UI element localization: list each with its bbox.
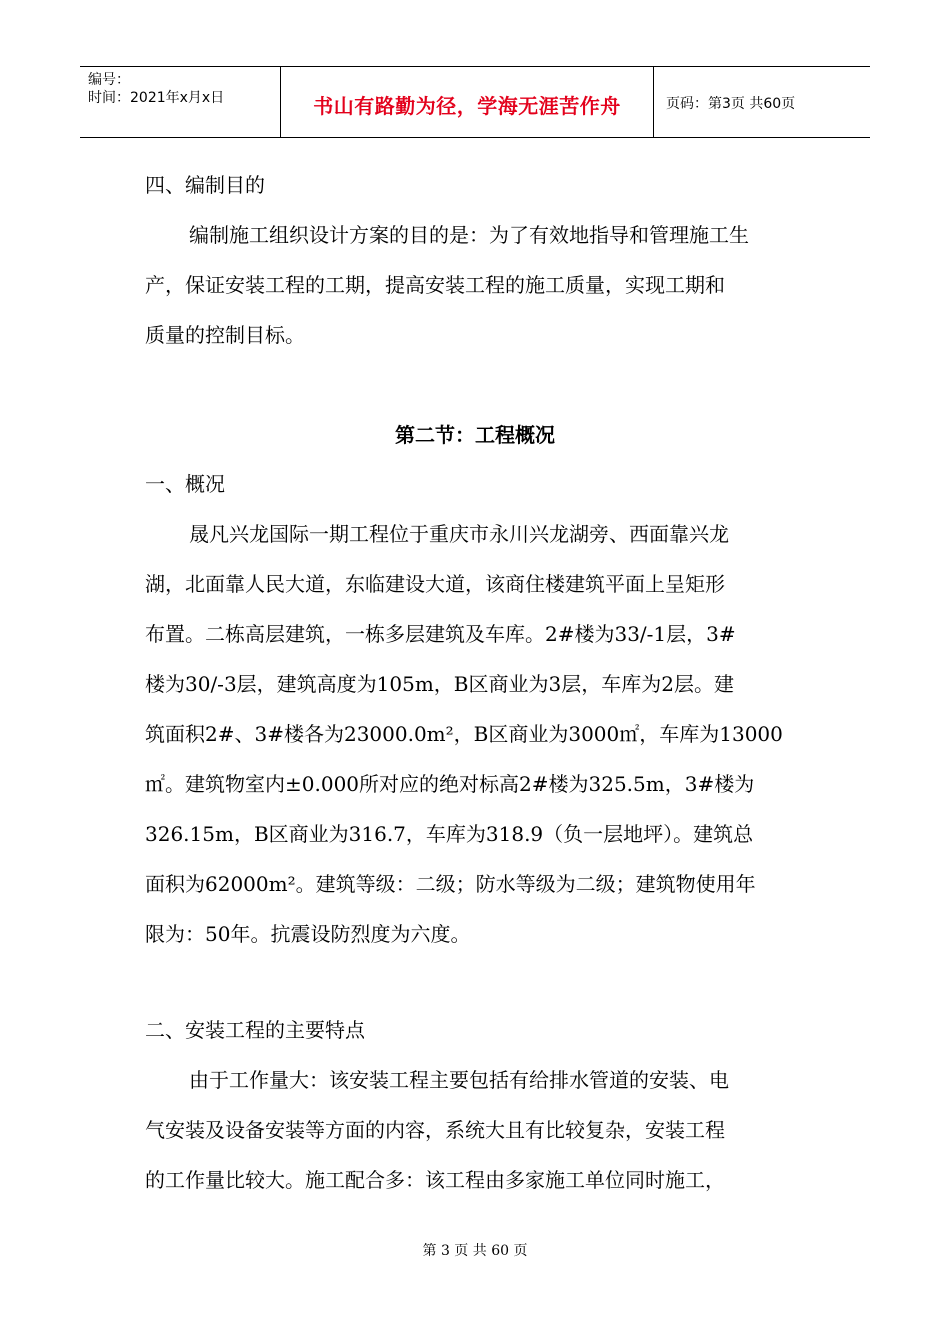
paragraph-line: 筑面积2#、3#楼各为23000.0m²，B区商业为3000㎡，车库为13000 [145,722,783,746]
document-number-label: 编号： [88,72,130,88]
section-heading: 四、编制目的 [145,173,265,197]
document-date: 时间：2021年x月x日 [88,90,225,106]
paragraph-line: 产，保证安装工程的工期，提高安装工程的施工质量，实现工期和 [145,273,725,297]
paragraph-line: 晟凡兴龙国际一期工程位于重庆市永川兴龙湖旁、西面靠兴龙 [189,522,729,546]
paragraph-line: 楼为30/-3层，建筑高度为105m，B区商业为3层，车库为2层。建 [145,672,734,696]
header-motto: 书山有路勤为径，学海无涯苦作舟 [313,94,621,118]
page-footer: 第 3 页 共 60 页 [422,1243,528,1259]
header-motto-cell [281,67,654,137]
paragraph-line: ㎡。建筑物室内±0.000所对应的绝对标高2#楼为325.5m，3#楼为 [145,772,755,796]
paragraph-line: 布置。二栋高层建筑，一栋多层建筑及车库。2#楼为33/-1层，3# [145,622,736,646]
section-heading: 一、概况 [145,472,225,496]
paragraph-line: 由于工作量大：该安装工程主要包括有给排水管道的安装、电 [189,1068,729,1092]
paragraph-line: 质量的控制目标。 [145,323,305,347]
paragraph-line: 326.15m，B区商业为316.7，车库为318.9（负一层地坪）。建筑总 [145,822,754,846]
header-meta [80,67,281,137]
paragraph-line: 编制施工组织设计方案的目的是：为了有效地指导和管理施工生 [189,223,749,247]
section-features [145,1005,805,1205]
header-page-info: 页码：第3页 共60页 [666,96,796,112]
paragraph-line: 湖，北面靠人民大道，东临建设大道，该商住楼建筑平面上呈矩形 [145,572,725,596]
paragraph-line: 限为：50年。抗震设防烈度为六度。 [145,922,471,946]
page-header [80,66,870,138]
chapter-title: 第二节：工程概况 [395,423,555,447]
section-overview [145,459,805,959]
paragraph-line: 面积为62000m²。建筑等级：二级；防水等级为二级；建筑物使用年 [145,872,756,896]
paragraph-line: 的工作量比较大。施工配合多：该工程由多家施工单位同时施工， [145,1168,725,1192]
section-heading: 二、安装工程的主要特点 [145,1018,365,1042]
section-purpose [145,160,805,360]
paragraph-line: 气安装及设备安装等方面的内容，系统大且有比较复杂，安装工程 [145,1118,725,1142]
